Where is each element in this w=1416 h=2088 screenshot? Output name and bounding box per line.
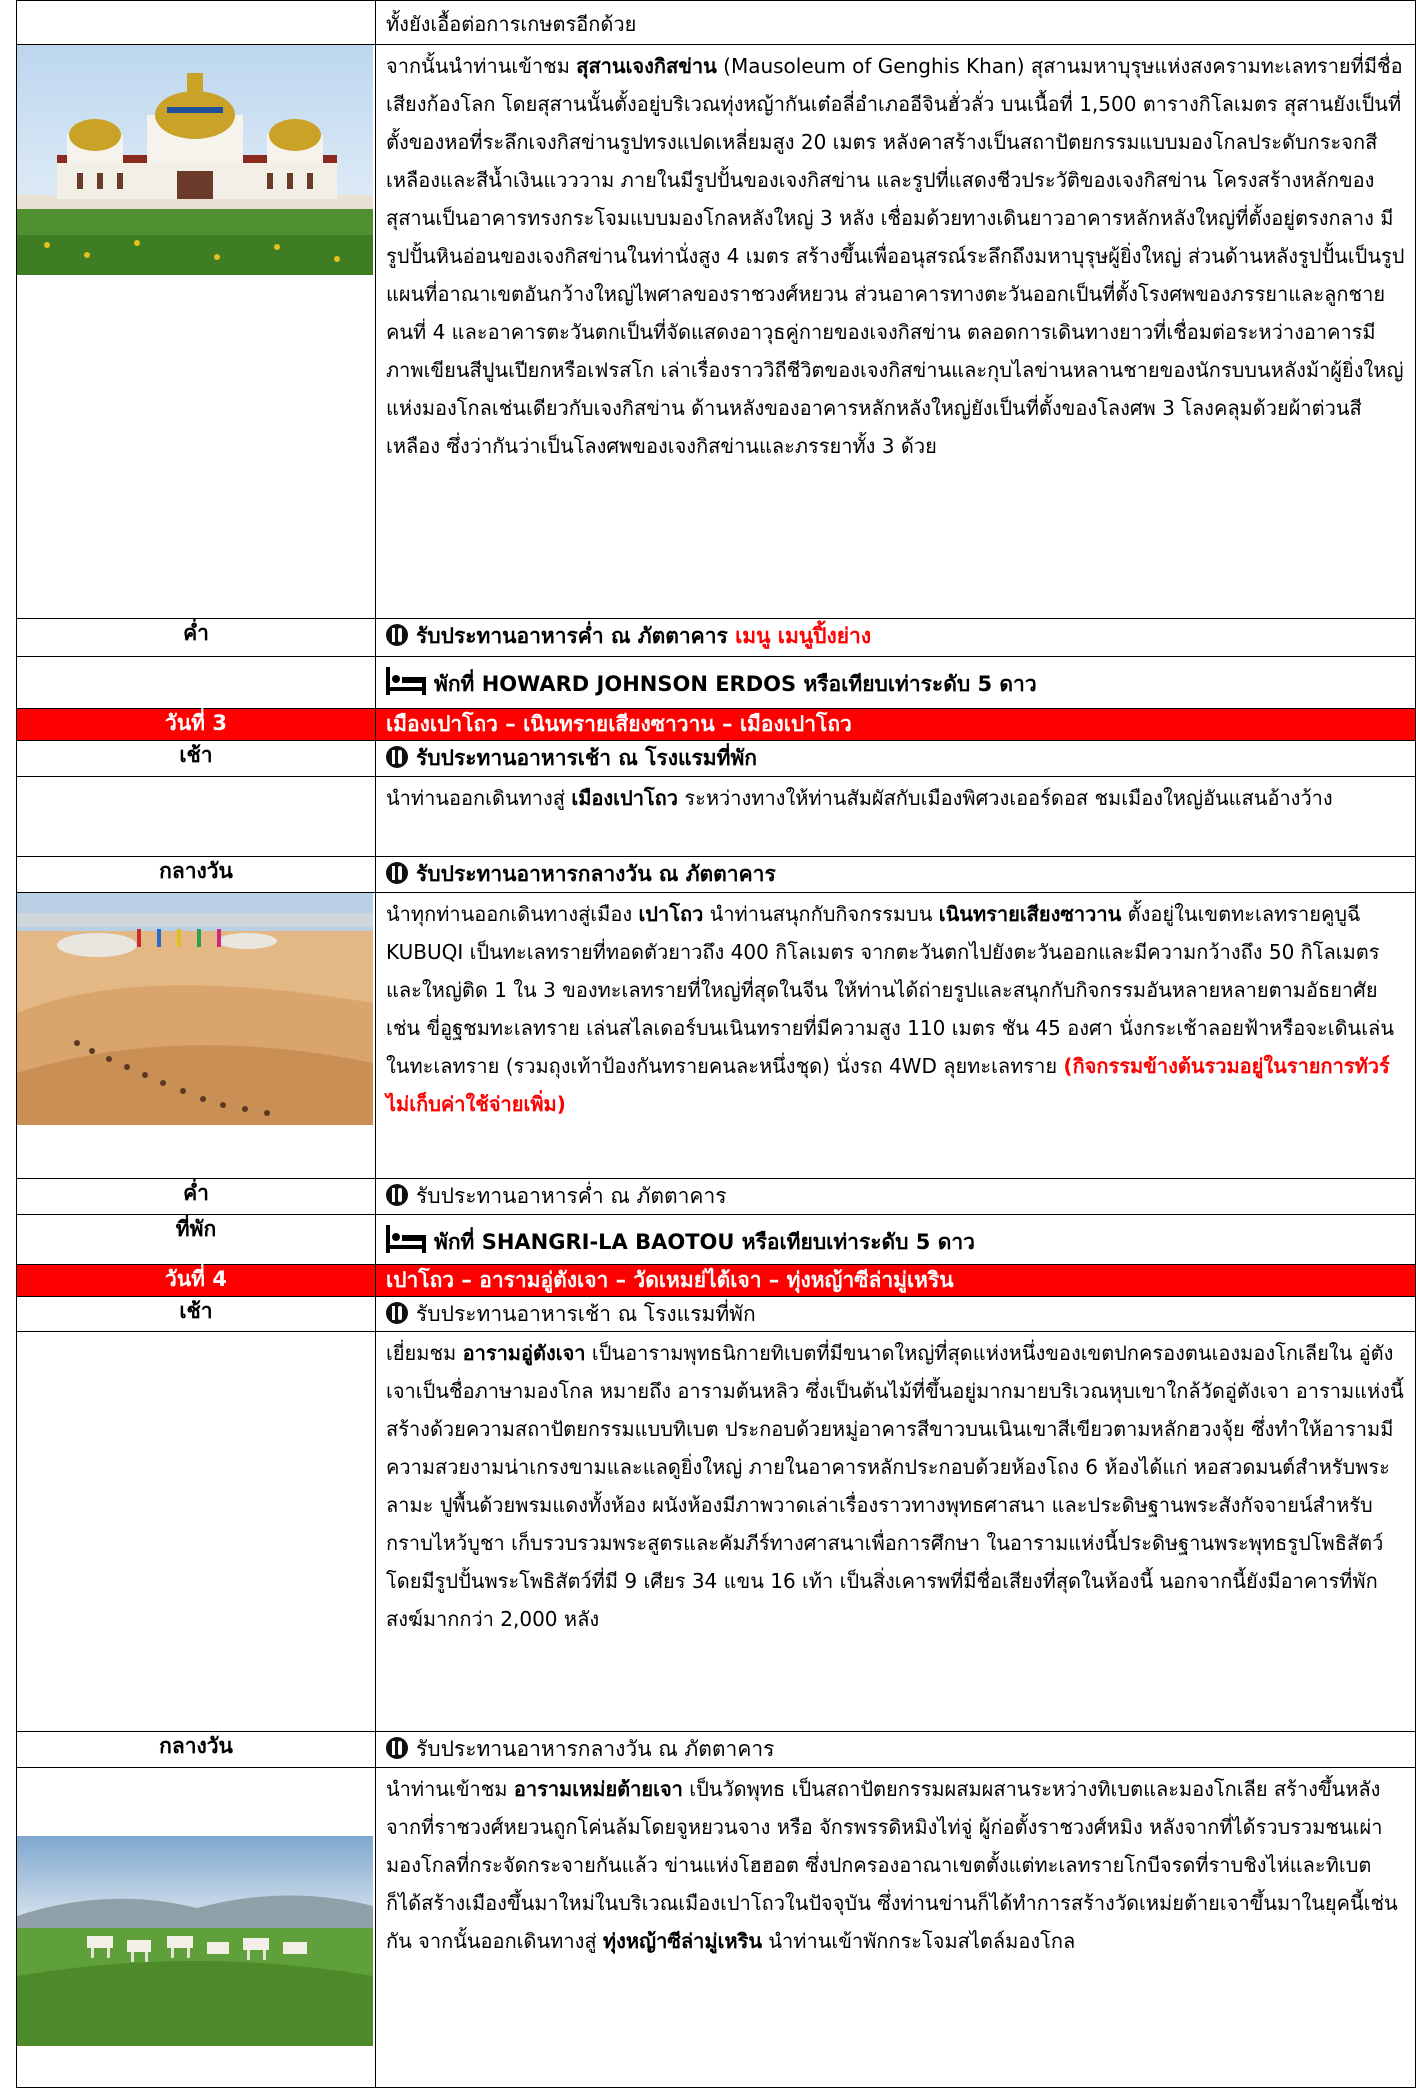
meal-label: เช้า (17, 741, 376, 777)
hotel-cell (376, 1215, 1416, 1265)
text-fragment: เยี่ยมชม (386, 1341, 463, 1365)
day-title: เมืองเปาโถว – เนินทรายเสียงซาวาน – เมืองเปาโถว (376, 709, 1416, 741)
meal-text: รับประทานอาหารค่ำ ณ ภัตตาคาร (416, 1184, 727, 1208)
mausoleum-photo (17, 45, 373, 275)
drive-text (376, 777, 1416, 857)
hotel-text: พักที่ HOWARD JOHNSON ERDOS หรือเทียบเท่าระดับ 5 ดาว (434, 672, 1037, 696)
text-fragment: จากนั้นนำท่านเข้าชม (386, 54, 577, 78)
desert-photo (17, 893, 373, 1125)
empty-cell (17, 1332, 376, 1732)
text-fragment: (Mausoleum of Genghis Khan) สุสานมหาบุรุษแห่งสงครามทะเลทรายที่มีชื่อเสียงก้องโลก โดยสุสานนั้นตั้งอยู่บริเวณทุ่งหญ้ากันเต๋อลี่อำเภออีจินฮั่วลั่ว บนเนื้อที่ 1,500 ตารางกิโลเมตร สุสานยังเป็นที่ตั้งของหอที่ระลึกเจงกิสข่านรูปทรงแปดเหลี่ยมสูง 20 เมตร หลังคาสร้างเป็นสถาปัตยกรรมแบบมองโกลประดับกระจกสีเหลืองและสีน้ำเงินแวววาม ภายในมีรูปปั้นของเจงกิสข่าน และรูปที่แสดงชีวประวัติของเจงกิสข่าน โครงสร้างหลักของสุสานเป็นอาคารทรงกระโจมแบบมองโกลหลังใหญ่ 3 หลัง เชื่อมด้วยทางเดินยาวอาคารหลักหลังใหญ่ที่ตั้งอยู่ตรงกลาง มีรูปปั้นหินอ่อนของเจงกิสข่านในท่านั่งสูง 4 เมตร สร้างขึ้นเพื่ออนุสรณ์ระลึกถึงมหาบุรุษผู้ยิ่งใหญ่ ส่วนด้านหลังรูปปั้นเป็นรูปแผนที่อาณาเขตอันกว้างใหญ่ไพศาลของราชวงศ์หยวน ส่วนอาคารทางตะวันออกเป็นที่ตั้งโรงศพของภรรยาและลูกชายคนที่ 4 และอาคารตะวันตกเป็นที่จัดแสดงอาวุธคู่กายของเจงกิสข่าน ตลอดการเดินทางยาวที่เชื่อมต่อระหว่างอาคารมีภาพเขียนสีปูนเปียกหรือเฟรสโก เล่าเรื่องราววิถีชีวิตของเจงกิสข่านและกุบไลข่านหลานชายของนักรบบนหลังม้าผู้ยิ่งใหญ่แห่งมองโกลเช่นเดียวกับเจงกิสข่าน ด้านหลังของอาคารหลักหลังใหญ่ยังเป็นที่ตั้งของโลงศพ 3 โลงคลุมด้วยผ้าต่วนสีเหลือง ซึ่งว่ากันว่าเป็นโลงศพของเจงกิสข่านและภรรยาทั้ง 3 ด้วย (386, 54, 1405, 458)
grassland-photo (17, 1836, 373, 2046)
meal-text: รับประทานอาหารกลางวัน ณ ภัตตาคาร (416, 1737, 775, 1761)
meal-label: เช้า (17, 1297, 376, 1332)
place-name: อารามอู่ตังเจา (462, 1341, 586, 1365)
table-row (17, 1332, 1416, 1732)
table-row (17, 1297, 1416, 1332)
meal-cell (376, 1297, 1416, 1332)
meal-label: กลางวัน (17, 857, 376, 893)
place-name: ทุ่งหญ้าซีล่ามู่เหริน (602, 1929, 763, 1953)
lodging-label: ที่พัก (17, 1215, 376, 1265)
meal-text: รับประทานอาหารเช้า ณ โรงแรมที่พัก (416, 1302, 756, 1326)
place-name: เมืองเปาโถว (571, 786, 679, 810)
empty-cell (17, 1, 376, 45)
mausoleum-text (376, 45, 1416, 619)
text-fragment: เป็นวัดพุทธ เป็นสถาปัตยกรรมผสมผสานระหว่างทิเบตและมองโกเลีย สร้างขึ้นหลังจากที่ราชวงศ์หยวนถูกโค่นล้มโดยจูหยวนจาง หรือ จักรพรรดิหมิงไท่จู่ ผู้ก่อตั้งราชวงศ์หมิง หลังจากที่ได้รวบรวมชนเผ่ามองโกลที่กระจัดกระจายกันแล้ว ข่านแห่งโฮฮอต ซึ่งปกครองอาณาเขตตั้งแต่ทะเลทรายโกบีจรดที่ราบชิงไห่และทิเบต ก็ได้สร้างเมืองขึ้นมาใหม่ในบริเวณเมืองเปาโถวในปัจจุบัน ซึ่งท่านข่านก็ได้ทำการสร้างวัดเหม่ยต้ายเจาขึ้นมาในยุคนี้เช่นกัน จากนั้นออกเดินทางสู่ (386, 1777, 1398, 1953)
meal-cell (376, 1732, 1416, 1768)
included-note: (กิจกรรมข้างต้นรวมอยู่ในรายการทัวร์ ไม่เก็บค่าใช้จ่ายเพิ่ม) (386, 1054, 1390, 1116)
place-name: สุสานเจงกิสข่าน (576, 54, 717, 78)
table-row (17, 1, 1416, 45)
empty-cell (17, 777, 376, 857)
utensils-icon (386, 624, 408, 646)
meal-text: รับประทานอาหารค่ำ ณ ภัตตาคาร (416, 624, 736, 648)
table-row (17, 893, 1416, 1179)
place-name: เนินทรายเสียงซาวาน (938, 902, 1122, 926)
table-row (17, 1179, 1416, 1215)
utensils-icon (386, 1737, 408, 1759)
meal-cell (376, 619, 1416, 657)
hotel-cell (376, 657, 1416, 709)
menu-text: เมนู เมนูปิ้งย่าง (735, 624, 872, 648)
text-fragment: ตั้งอยู่ในเขตทะเลทรายคูบูฉี KUBUQI เป็นทะเลทรายที่ทอดตัวยาวถึง 400 กิโลเมตร จากตะวันตกไปยังตะวันออกและมีความกว้างถึง 50 กิโลเมตร และใหญ่ติด 1 ใน 3 ของทะเลทรายที่ใหญ่ที่สุดในจีน ให้ท่านได้ถ่ายรูปและสนุกกับกิจกรรมอันหลายหลายตามอัธยาศัย เช่น ขี่อูฐชมทะเลทราย เล่นสไลเดอร์บนเนินทรายที่มีความสูง 110 เมตร ชัน 45 องศา นั่งกระเช้าลอยฟ้าหรือจะเดินเล่นในทะเลทราย (รวมถุงเท้าป้องกันทรายคนละหนึ่งชุด) นั่งรถ 4WD ลุยทะเลทราย (386, 902, 1394, 1078)
meal-label: กลางวัน (17, 1732, 376, 1768)
photo-cell (17, 45, 376, 619)
table-row (17, 657, 1416, 709)
text-fragment: นำท่านเข้าพักกระโจมสไตล์มองโกล (762, 1929, 1076, 1953)
wudang-text (376, 1332, 1416, 1732)
table-row (17, 45, 1416, 619)
meal-cell (376, 1179, 1416, 1215)
place-name: เปาโถว (638, 902, 704, 926)
text-fragment: ระหว่างทางให้ท่านสัมผัสกับเมืองพิศวงเออร์ดอส ชมเมืองใหญ่อันแสนอ้างว้าง (678, 786, 1333, 810)
intro-tail: ทั้งยังเอื้อต่อการเกษตรอีกด้วย (376, 1, 1416, 45)
meal-label: ค่ำ (17, 619, 376, 657)
photo-cell (17, 1768, 376, 2088)
meal-label: ค่ำ (17, 1179, 376, 1215)
utensils-icon (386, 1302, 408, 1324)
day-header-row (17, 1265, 1416, 1297)
table-row (17, 777, 1416, 857)
dunes-text (376, 893, 1416, 1179)
table-row (17, 741, 1416, 777)
utensils-icon (386, 1184, 408, 1206)
text-fragment: นำท่านเข้าชม (386, 1777, 514, 1801)
table-row (17, 857, 1416, 893)
bed-icon (386, 667, 426, 695)
place-name: อารามเหม่ยต้ายเจา (513, 1777, 683, 1801)
day-label: วันที่ 4 (17, 1265, 376, 1297)
meal-text: รับประทานอาหารกลางวัน ณ ภัตตาคาร (416, 862, 776, 886)
table-row (17, 1732, 1416, 1768)
text-fragment: นำทุกท่านออกเดินทางสู่เมือง (386, 902, 639, 926)
table-row (17, 1768, 1416, 2088)
meal-cell (376, 857, 1416, 893)
text-fragment: นำท่านออกเดินทางสู่ (386, 786, 572, 810)
hotel-text: พักที่ SHANGRI-LA BAOTOU หรือเทียบเท่าระดับ 5 ดาว (434, 1230, 975, 1254)
empty-cell (17, 657, 376, 709)
itinerary-table (16, 0, 1416, 2088)
day-label: วันที่ 3 (17, 709, 376, 741)
day-title: เปาโถว – อารามอู่ตังเจา – วัดเหมย่ไต้เจา – ทุ่งหญ้าซีล่ามู่เหริน (376, 1265, 1416, 1297)
text-fragment: เป็นอารามพุทธนิกายทิเบตที่มีขนาดใหญ่ที่สุดแห่งหนึ่งของเขตปกครองตนเองมองโกเลียใน อู่ตังเจาเป็นชื่อภาษามองโกล หมายถึง อารามต้นหลิว ซึ่งเป็นต้นไม้ที่ขึ้นอยู่มากมายบริเวณหุบเขาใกล้วัดอู่ตังเจา อารามแห่งนี้สร้างด้วยความสถาปัตยกรรมแบบทิเบต ประกอบด้วยหมู่อาคารสีขาวบนเนินเขาสีเขียวตามหลักฮวงจุ้ย ซึ่งทำให้อารามมีความสวยงามน่าเกรงขามและแลดูยิ่งใหญ่ ภายในอาคารหลักประกอบด้วยห้องโถง 6 ห้องได้แก่ หอสวดมนต์สำหรับพระลามะ ปูพื้นด้วยพรมแดงทั้งห้อง ผนังห้องมีภาพวาดเล่าเรื่องราวทางพุทธศาสนา และประดิษฐานพระสังกัจจายน์สำหรับกราบไหว้บูชา เก็บรวบรวมพระสูตรและคัมภีร์ทางศาสนาเพื่อการศึกษา ในอารามแห่งนี้ประดิษฐานพระพุทธรูปโพธิสัตว์ โดยมีรูปปั้นพระโพธิสัตว์ที่มี 9 เศียร 34 แขน 16 เท้า เป็นสิ่งเคารพที่มีชื่อเสียงที่สุดในห้องนี้ นอกจากนี้ยังมีอาคารที่พักสงฆ์มากกว่า 2,000 หลัง (386, 1341, 1404, 1631)
photo-cell (17, 893, 376, 1179)
table-row (17, 619, 1416, 657)
utensils-icon (386, 746, 408, 768)
utensils-icon (386, 862, 408, 884)
meal-cell (376, 741, 1416, 777)
itinerary-sheet (16, 0, 1415, 2088)
meidai-text (376, 1768, 1416, 2088)
table-row (17, 1215, 1416, 1265)
day-header-row (17, 709, 1416, 741)
text-fragment: นำท่านสนุกกับกิจกรรมบน (703, 902, 939, 926)
meal-text: รับประทานอาหารเช้า ณ โรงแรมที่พัก (416, 746, 758, 770)
bed-icon (386, 1225, 426, 1253)
